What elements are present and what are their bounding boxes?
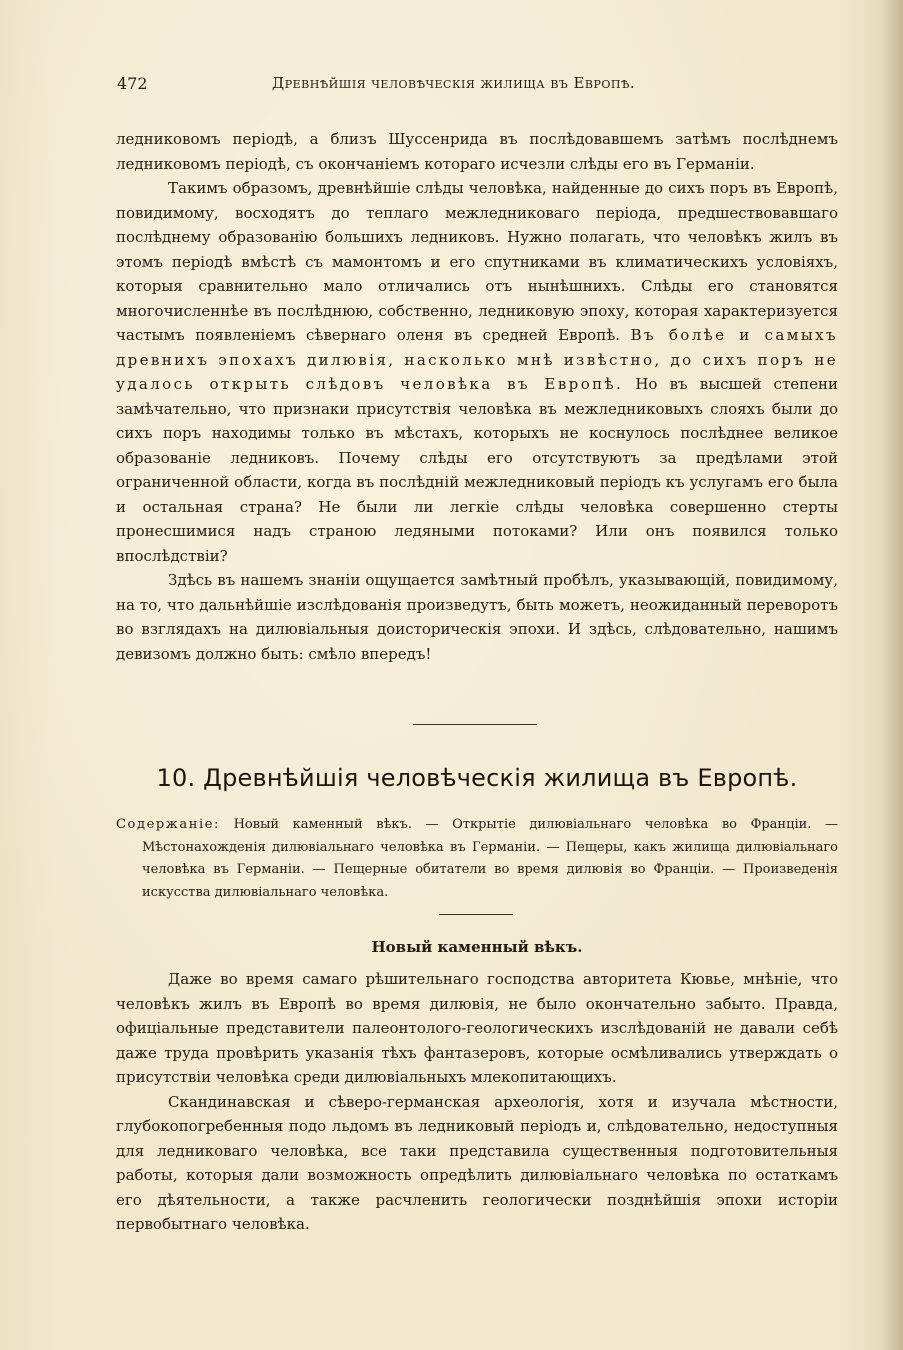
paragraph xyxy=(116,967,838,1090)
paragraph-text: Здѣсь въ нашемъ знаніи ощущается замѣтный пробѣлъ, указывающій, повидимому, на то, что дальнѣйшіе изслѣдованія произведутъ, быть можетъ, неожиданный переворотъ во взглядахъ на дилювіальныя доисторическія эпохи. И здѣсь, слѣдовательно, нашимъ девизомъ должно быть: смѣло впередъ! xyxy=(116,571,838,663)
running-title: Древнѣйшія человѣческія жилища въ Европѣ. xyxy=(272,74,636,92)
paragraph xyxy=(116,127,838,176)
contents-paragraph xyxy=(116,814,838,904)
paragraph-text: Скандинавская и сѣверо-германская археологія, хотя и изучала мѣстности, глубокопогребенныя подо льдомъ въ ледниковый періодъ и, слѣдовательно, недоступныя для ледниковаго человѣка, все таки представила существенныя подготовительныя работы, которыя дали возможность опредѣлить дилювіальнаго человѣка по остаткамъ его дѣятельности, а также расчленить геологически позднѣйшія эпохи исторіи первобытнаго человѣка. xyxy=(116,1092,838,1233)
page-edge-shadow xyxy=(881,0,903,1350)
section-heading: Новый каменный вѣкъ. xyxy=(371,938,583,956)
section-divider xyxy=(439,914,513,915)
chapter-title: Древнѣйшія человѣческія жилища въ Европѣ. xyxy=(203,764,798,792)
paragraph xyxy=(116,1090,838,1237)
chapter-heading xyxy=(116,764,838,792)
page-number: 472 xyxy=(117,74,148,93)
paragraph-text: Даже во время самаго рѣшительнаго господства авторитета Кювье, мнѣніе, что человѣкъ жилъ въ Европѣ во время дилювія, не было окончательно забыто. Правда, офиціальные представители палеонтолого-геологическихъ изслѣдованій не давали себѣ даже труда провѣрить указанія тѣхъ фантазеровъ, которые осмѣливались утверждать о присутствіи человѣка среди дилювіальныхъ млекопитающихъ. xyxy=(116,970,838,1086)
paragraph-text: ледниковомъ періодѣ, а близъ Шуссенрида въ послѣдовавшемъ затѣмъ послѣднемъ ледниковомъ періодѣ, съ окончаніемъ котораго исчезли слѣды его въ Германіи. xyxy=(116,130,838,173)
body-text-top xyxy=(116,127,838,666)
section-divider xyxy=(413,724,537,725)
chapter-contents xyxy=(116,814,838,904)
paragraph-text: Такимъ образомъ, древнѣйшіе слѣды человѣка, найденные до сихъ поръ въ Европѣ, повидимому, восходятъ до теплаго межледниковаго періода, предшествовавшаго послѣднему образованію большихъ ледниковъ. Нужно полагать, что человѣкъ жилъ въ этомъ періодѣ вмѣстѣ съ мамонтомъ и его спутниками въ климатическихъ условіяхъ, которыя сравнительно мало отличались отъ нынѣшнихъ. Слѣды его становятся многочисленнѣе въ послѣднюю, собственно, ледниковую эпоху, которая характеризуется частымъ появленіемъ сѣвернаго оленя въ средней Европѣ. xyxy=(116,179,838,344)
page-header xyxy=(117,74,837,96)
paragraph xyxy=(116,568,838,666)
paragraph xyxy=(116,176,838,568)
body-text-bottom xyxy=(116,967,838,1237)
paragraph-text: Но въ высшей степени замѣчательно, что признаки присутствія человѣка въ межледниковыхъ слояхъ были до сихъ поръ находимы только въ мѣстахъ, которыхъ не коснулось послѣднее великое образованіе ледниковъ. Почему слѣды его отсутствуютъ за предѣлами этой ограниченной области, когда въ послѣдній межледниковый періодъ къ услугамъ его была и остальная страна? Не были ли легкіе слѣды человѣка совершенно стерты пронесшимися надъ страною ледяными потоками? Или онъ появился только впослѣдствіи? xyxy=(116,375,838,565)
contents-label: Содержаніе: xyxy=(116,817,220,832)
chapter-number: 10. xyxy=(156,764,196,792)
contents-text: Новый каменный вѣкъ. — Открытіе дилювіальнаго человѣка во Франціи. — Мѣстонахожденія дилювіальнаго человѣка въ Германіи. — Пещеры, какъ жилища дилювіальнаго человѣка въ Германіи. — Пещерные обитатели во время дилювія во Франціи. — Произведенія искусства дилювіальнаго человѣка. xyxy=(142,817,838,900)
spaced-emphasis-text: Въ болѣе и самыхъ древнихъ эпохахъ дилювія, насколько мнѣ извѣстно, до сихъ поръ не удалось открыть слѣдовъ человѣка въ Европѣ. xyxy=(116,326,838,393)
